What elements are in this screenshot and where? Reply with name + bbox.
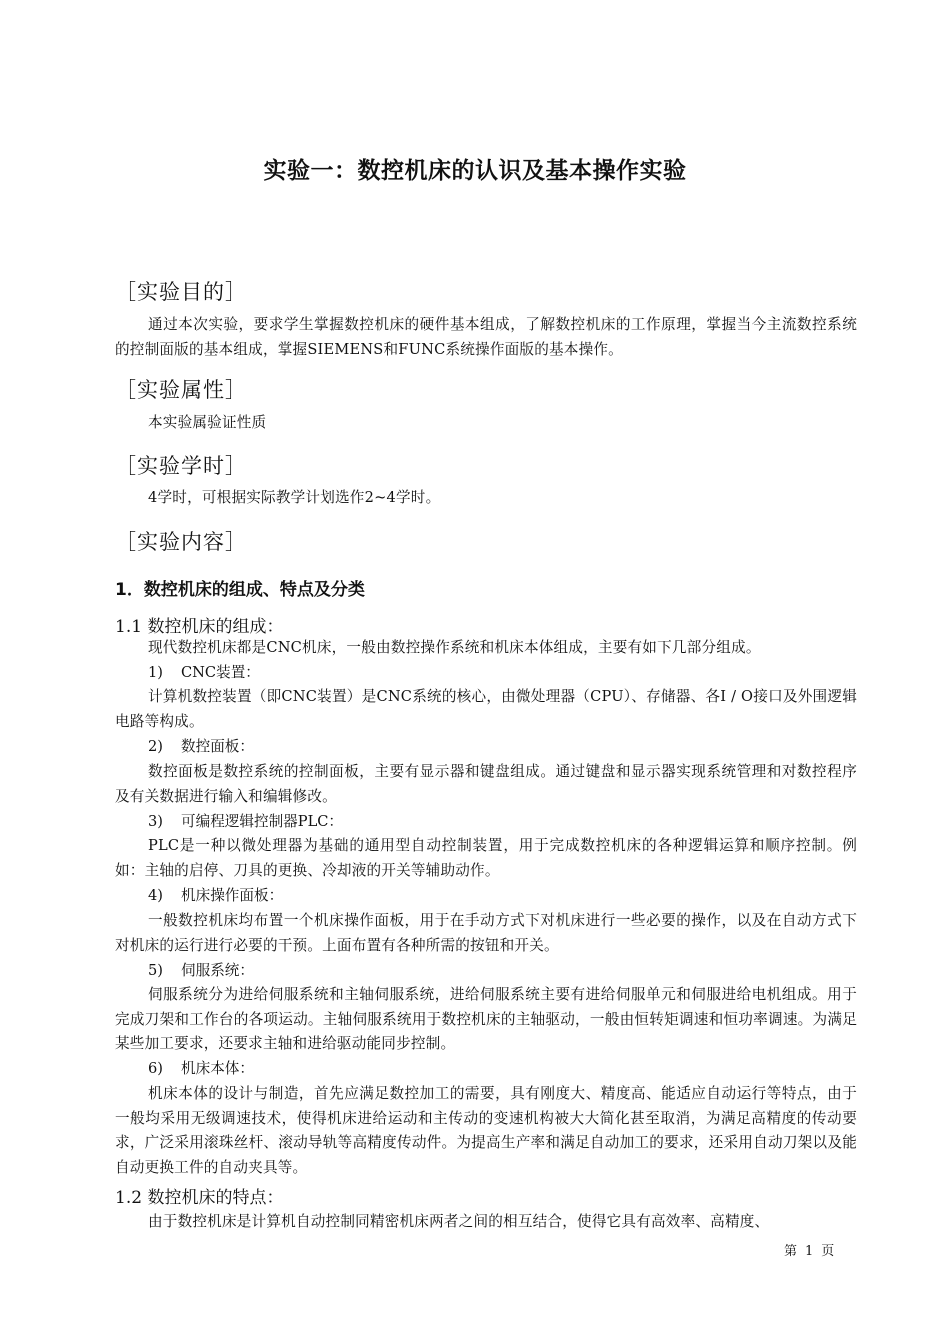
item-5-title: 5) 伺服系统： — [148, 962, 254, 979]
item-6-text: 机床本体的设计与制造，首先应满足数控加工的需要，具有刚度大、精度高、能适应自动运行等特点，由于一般均采用无级调速技术，使得机床进给运动和主传动的变速机构被大大简化甚至取消，为满足高精度的传动要求，广泛采用滚珠丝杆、滚动导轨等高精度传动件。为提高生产率和满足自动加工的要求，还采用自动刀架以及能自动更换工件的自动夹具等。 — [115, 1085, 857, 1176]
sub2-heading: 1.2 数控机床的特点： — [115, 1188, 284, 1208]
purpose-paragraph: 通过本次实验，要求学生掌握数控机床的硬件基本组成，了解数控机床的工作原理，掌握当今主流数控系统的控制面版的基本组成，掌握SIEMENS和FUNC系统操作面版的基本操作。 — [115, 316, 857, 358]
item-4-text: 一般数控机床均布置一个机床操作面板，用于在手动方式下对机床进行一些必要的操作，以及在自动方式下对机床的运行进行必要的干预。上面布置有各种所需的按钮和开关。 — [115, 912, 857, 954]
item-2-text: 数控面板是数控系统的控制面板，主要有显示器和键盘组成。通过键盘和显示器实现系统管理和对数控程序及有关数据进行输入和编辑修改。 — [115, 763, 857, 805]
item-6-title: 6) 机床本体： — [148, 1060, 254, 1077]
page-number: 第 1 页 — [784, 1244, 835, 1259]
item-3-title: 3) 可编程逻辑控制器PLC： — [148, 813, 344, 830]
hours-paragraph: 4学时，可根据实际教学计划选作2~4学时。 — [148, 489, 441, 506]
section-heading-purpose: ［实验目的］ — [115, 280, 247, 304]
sub1-heading: 1.1 数控机床的组成： — [115, 617, 284, 637]
section-heading-attribute: ［实验属性］ — [115, 378, 247, 402]
sub2-paragraph: 由于数控机床是计算机自动控制同精密机床两者之间的相互结合，使得它具有高效率、高精度、 — [148, 1213, 770, 1230]
section-heading-hours: ［实验学时］ — [115, 454, 247, 478]
item-1-title: 1) CNC装置： — [148, 664, 260, 681]
item-5-text: 伺服系统分为进给伺服系统和主轴伺服系统，进给伺服系统主要有进给伺服单元和伺服进给电机组成。用于完成刀架和工作台的各项运动。主轴伺服系统用于数控机床的主轴驱动，一般由恒转矩调速和恒功率调速。为满足某些加工要求，还要求主轴和进给驱动能同步控制。 — [115, 986, 857, 1052]
item-3-text: PLC是一种以微处理器为基础的通用型自动控制装置，用于完成数控机床的各种逻辑运算和顺序控制。例如：主轴的启停、刀具的更换、冷却液的开关等辅助动作。 — [115, 837, 857, 879]
item-4-title: 4) 机床操作面板： — [148, 887, 284, 904]
page-title: 实验一：数控机床的认识及基本操作实验 — [263, 158, 687, 184]
section-heading-content: ［实验内容］ — [115, 530, 247, 554]
attribute-paragraph: 本实验属验证性质 — [148, 414, 267, 431]
item-2-title: 2) 数控面板： — [148, 738, 254, 755]
item-1-text: 计算机数控装置（即CNC装置）是CNC系统的核心，由微处理器（CPU）、存储器、各I / O接口及外围逻辑电路等构成。 — [115, 688, 857, 730]
part1-heading: 1．数控机床的组成、特点及分类 — [115, 580, 365, 600]
sub1-intro: 现代数控机床都是CNC机床，一般由数控操作系统和机床本体组成，主要有如下几部分组成。 — [148, 639, 761, 656]
